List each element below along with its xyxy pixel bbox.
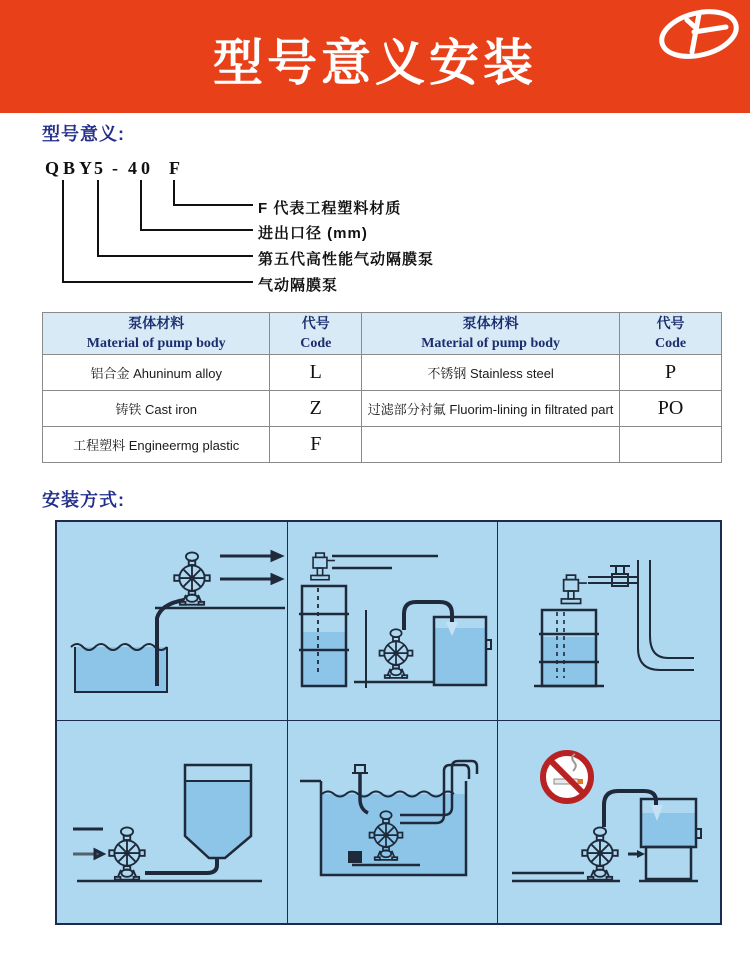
cell-code [620, 427, 722, 463]
header-code-2: 代号 Code [620, 313, 722, 355]
table-row [43, 391, 722, 427]
drum-barrel [299, 586, 349, 686]
water-tank [71, 644, 167, 692]
install-diagram-ledge-suction [57, 522, 288, 721]
code-part-prefix: QBY [45, 158, 97, 178]
drum-barrel [534, 610, 604, 686]
header-banner [0, 0, 750, 113]
code-part-size: 40 [128, 158, 154, 178]
installation-heading: 安装方式: [42, 490, 125, 510]
code-label-size: 进出口径 (mm) [258, 225, 368, 242]
code-part-dash: - [112, 158, 122, 178]
cell-material [362, 427, 620, 463]
cell-code: P [620, 355, 722, 391]
table-row [43, 427, 722, 463]
pump-icon [109, 827, 144, 879]
valve-icon [610, 566, 630, 574]
pump-icon [174, 552, 209, 604]
table-row [43, 355, 722, 391]
cell-code: F [270, 427, 362, 463]
cell-code: Z [270, 391, 362, 427]
code-label-prefix: 气动隔膜泵 [258, 277, 339, 294]
install-diagram-drum-and-tank [288, 522, 498, 721]
outlet-pipes [73, 829, 103, 858]
cell-code: L [270, 355, 362, 391]
code-part-material: F [169, 158, 184, 178]
diagram-3-svg [498, 522, 720, 721]
cell-material: 铝合金 Ahuninum alloy [43, 355, 270, 391]
feed-pipe [145, 859, 217, 873]
side-arrow [628, 850, 645, 858]
code-label-material: F 代表工程塑料材质 [258, 200, 402, 217]
header-material-1: 泵体材料 Material of pump body [43, 313, 270, 355]
install-diagram-hopper-feed [57, 721, 288, 923]
hopper-tank [185, 765, 251, 858]
drum-pump-icon [311, 553, 335, 580]
materials-code-table [42, 312, 722, 463]
brand-logo-icon [654, 4, 744, 66]
install-diagram-drum-to-pipeline [498, 522, 720, 721]
cell-material: 不锈钢 Stainless steel [362, 355, 620, 391]
drum-pipes [332, 556, 438, 568]
cell-material: 工程塑料 Engineermg plastic [43, 427, 270, 463]
install-diagram-submerged-pump [288, 721, 498, 923]
code-label-series: 第五代高性能气动隔膜泵 [258, 251, 435, 268]
header-material-2: 泵体材料 Material of pump body [362, 313, 620, 355]
drum-pump-icon [561, 575, 587, 603]
pump-icon [582, 827, 617, 879]
receiving-tank [434, 617, 491, 685]
model-meaning-heading: 型号意义: [42, 124, 125, 144]
diagram-6-svg [498, 721, 720, 923]
diagram-2-svg [288, 522, 498, 721]
install-diagram-no-smoking-transfer [498, 721, 720, 923]
muffler-box [348, 851, 362, 863]
discharge-pipes [220, 552, 281, 583]
installation-diagram-grid [55, 520, 722, 925]
table-header-row [43, 313, 722, 355]
no-smoking-icon [543, 753, 591, 801]
cell-code: PO [620, 391, 722, 427]
code-part-series: 5 [94, 158, 107, 178]
diagram-4-svg [57, 721, 288, 923]
cell-material: 过滤部分衬氟 Fluorim-lining in filtrated part [362, 391, 620, 427]
header-code-1: 代号 Code [270, 313, 362, 355]
model-code-diagram [40, 158, 520, 298]
connector-line-prefix [62, 180, 253, 283]
diagram-5-svg [288, 721, 498, 923]
page-title: 型号意义安装 [213, 34, 537, 91]
receiving-tank [639, 799, 701, 881]
transfer-pipe [588, 560, 694, 670]
snorkel-cap [352, 765, 368, 773]
pump-icon [380, 629, 413, 678]
cell-material: 铸铁 Cast iron [43, 391, 270, 427]
water-tank [300, 781, 466, 875]
diagram-1-svg [57, 522, 288, 721]
